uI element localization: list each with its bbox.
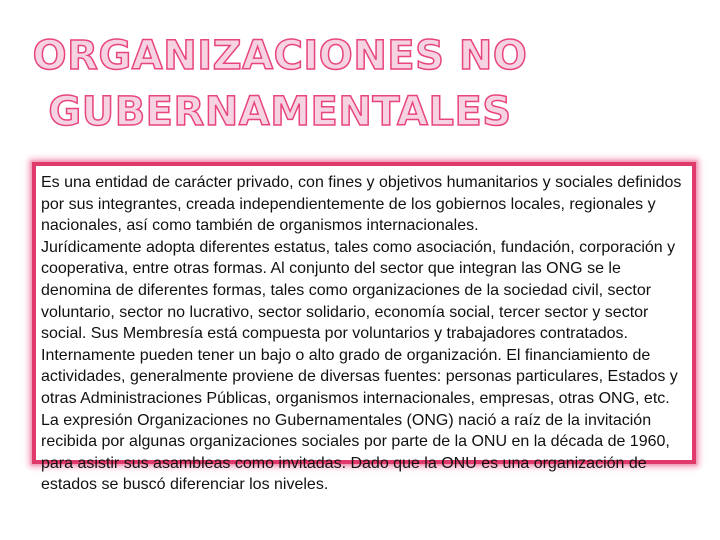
title-line-2: GUBERNAMENTALES: [48, 89, 512, 135]
paragraph-definition: Es una entidad de carácter privado, con fines y objetivos humanitarios y sociales definidos por sus integrantes, creada independientemente de los gobiernos locales, regionales y nacionales, así como también de organismos internacionales.: [41, 174, 682, 235]
title-line-1: ORGANIZACIONES NO: [32, 33, 528, 79]
body-text: [41, 172, 693, 496]
slide-title: [0, 28, 560, 140]
paragraph-legal-status: Jurídicamente adopta diferentes estatus, tales como asociación, fundación, corporación y cooperativa, entre otras formas. Al conjunto del sector que integran las ONG se le denomina de diferentes formas, tales como organizaciones de la sociedad civil, sector voluntario, sector no lucrativo, sector solidario, economía social, tercer sector y sector social. Sus Membresía está compuesta por voluntarios y trabajadores contratados. Internamente pueden tener un bajo o alto grado de organización. El financiamiento de actividades, generalmente proviene de diversas fuentes: personas particulares, Estados y otras Administraciones Públicas, organismos internacionales, empresas, otras ONG, etc.: [41, 238, 678, 407]
paragraph-origin: La expresión Organizaciones no Gubernamentales (ONG) nació a raíz de la invitación recibida por algunas organizaciones sociales por parte de la ONU en la década de 1960, para asistir sus asambleas como invitadas. Dado que la ONU es una organización de estados se buscó diferenciar los niveles.: [41, 411, 670, 494]
